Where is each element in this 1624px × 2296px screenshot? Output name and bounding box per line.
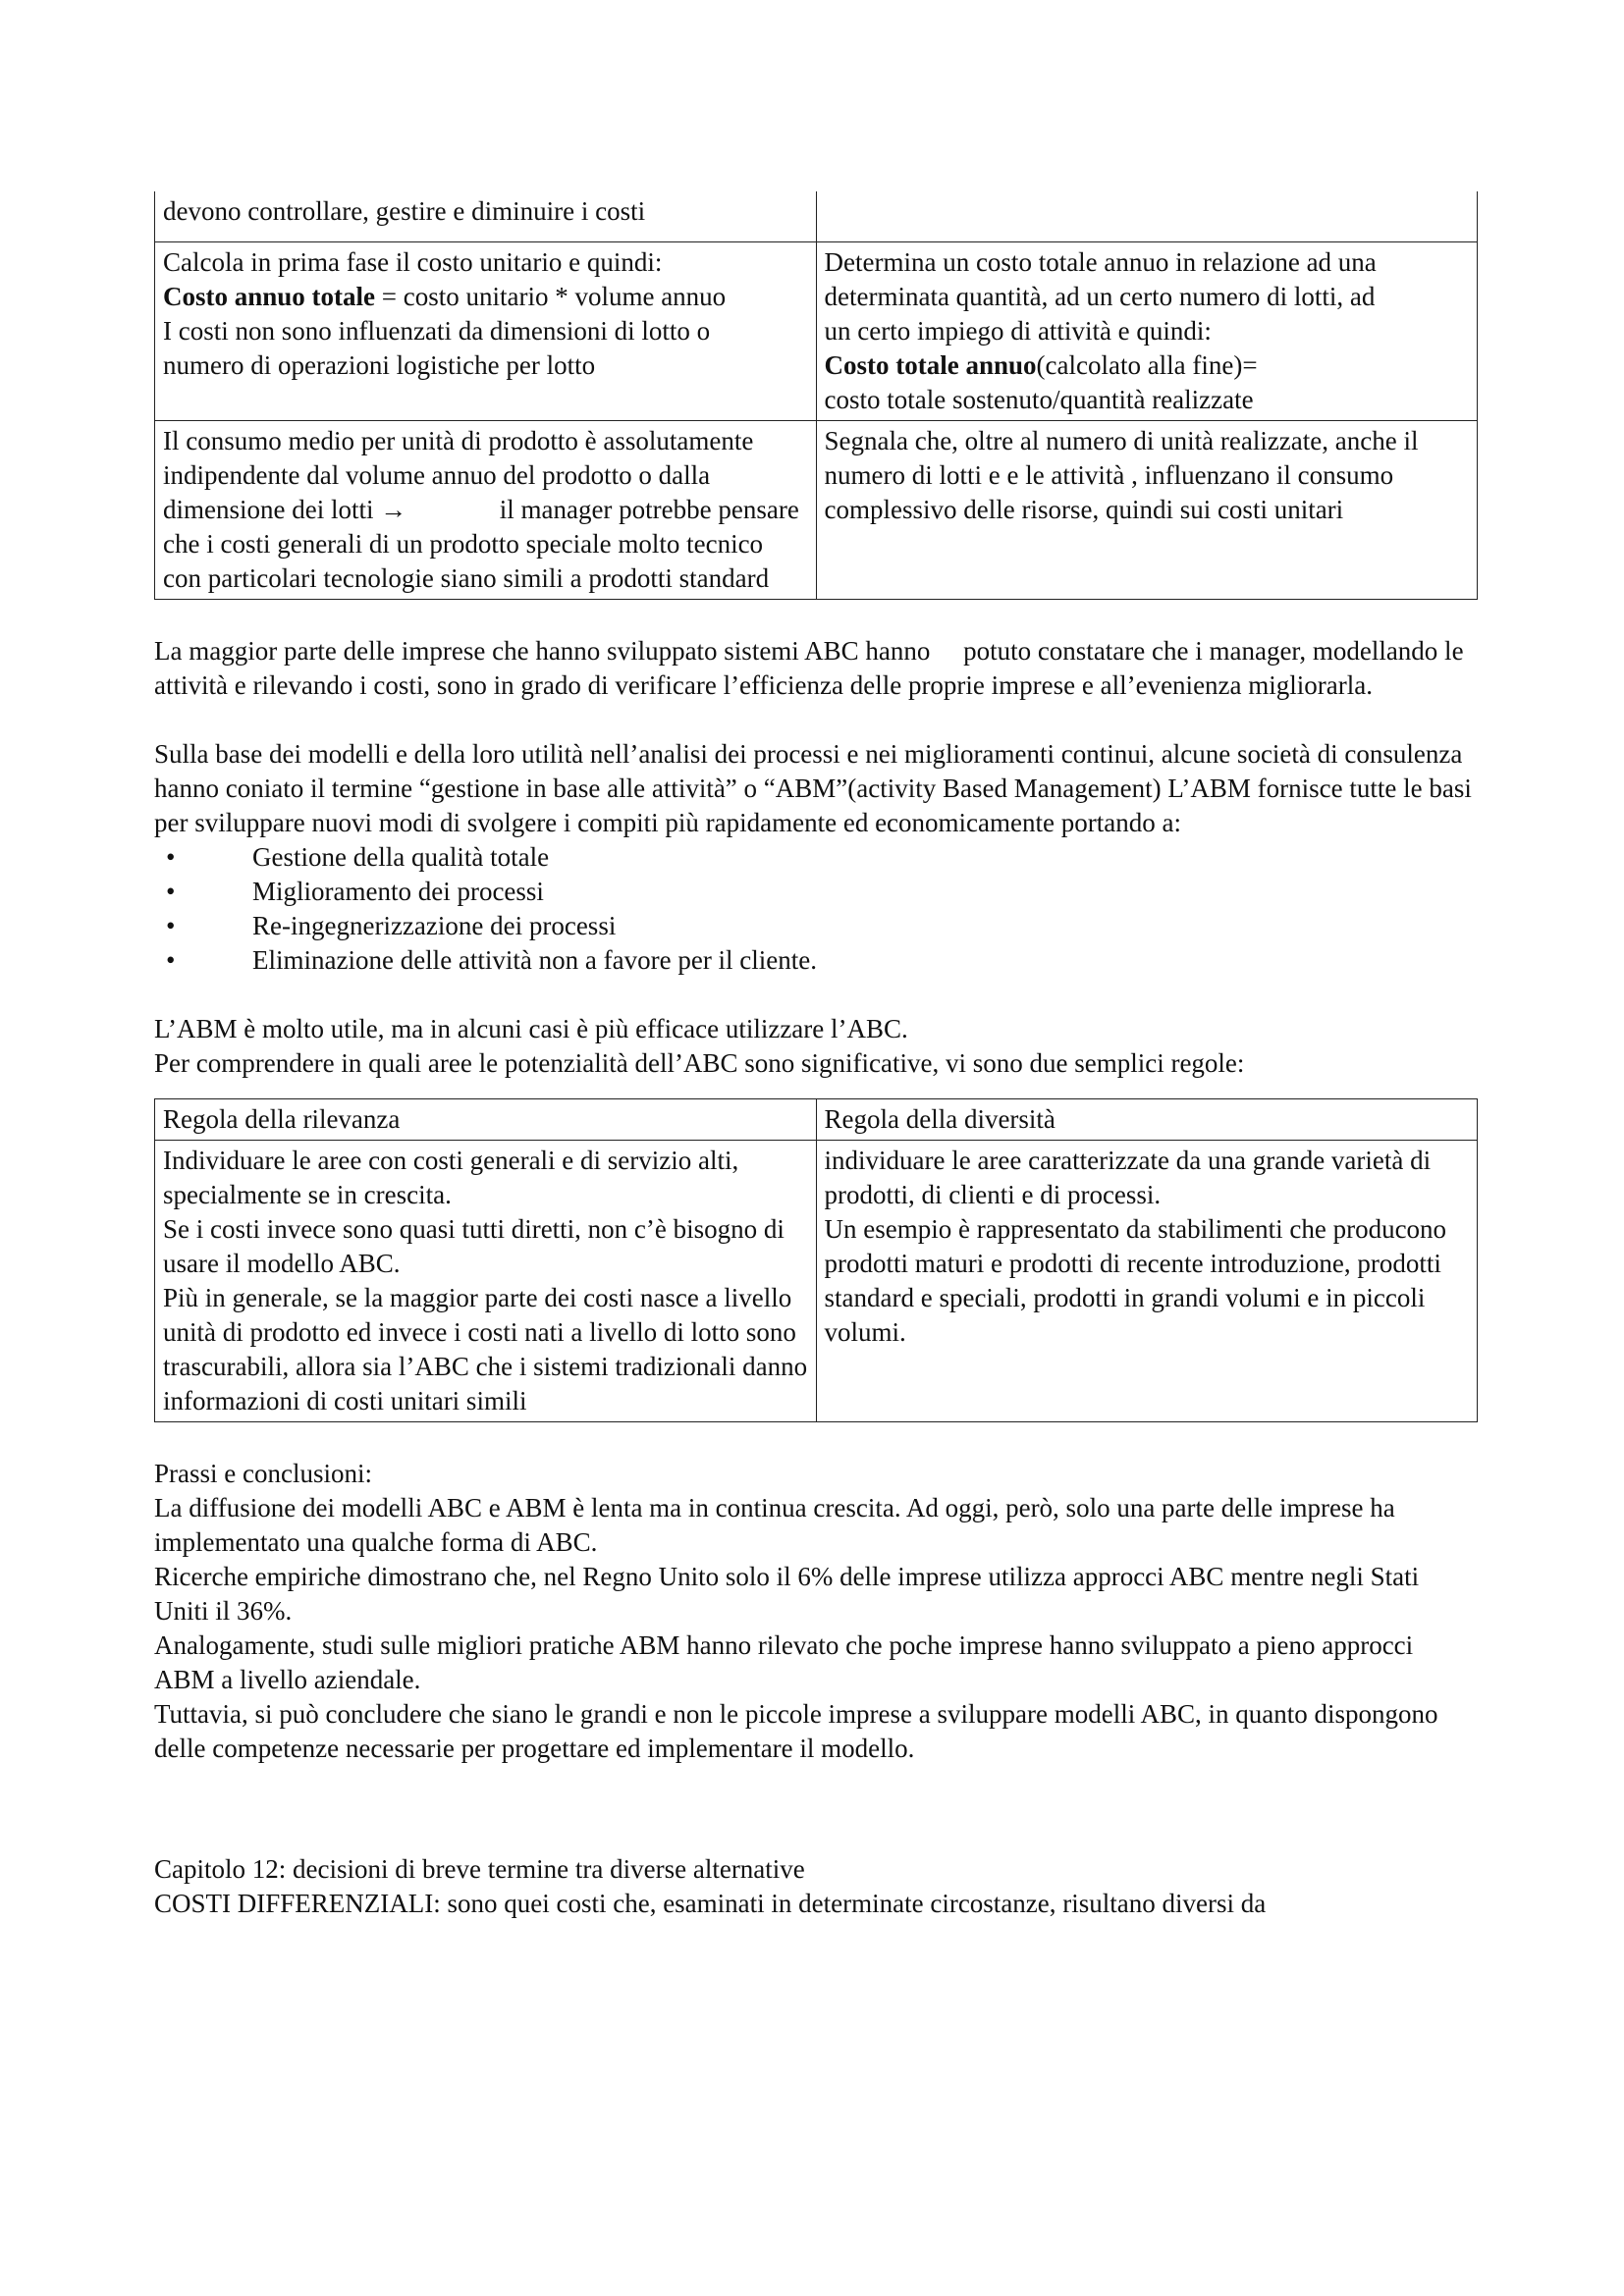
rules-table	[154, 1098, 1478, 1422]
cell-text: Determina un costo totale annuo in relazione ad una	[824, 247, 1377, 277]
cell-text: (calcolato alla fine)=	[1036, 350, 1258, 380]
table-cell-left	[155, 421, 817, 600]
paragraph: La maggior parte delle imprese che hanno sviluppato sistemi ABC hanno potuto constatare che i manager, modellando le attività e rilevando i costi, sono in grado di verificare l’efficienza delle proprie imprese e all’evenienza migliorarla.	[154, 636, 1471, 700]
cell-text: devono controllare, gestire e diminuire i costi	[163, 196, 646, 226]
table-row	[155, 1141, 1478, 1422]
paragraph: Sulla base dei modelli e della loro utilità nell’analisi dei processi e nei miglioramenti continui, alcune società di consulenza hanno coniato il termine “gestione in base alle attività” o “ABM”(activity Based Management) L’ABM fornisce tutte le basi per sviluppare nuovi modi di svolgere i compiti più rapidamente ed economicamente portando a:	[154, 739, 1472, 837]
bold-term: Costo annuo totale	[163, 282, 376, 311]
bullet-icon: •	[166, 911, 176, 940]
bold-term: Costo totale annuo	[824, 350, 1037, 380]
paragraph: Per comprendere in quali aree le potenzialità dell’ABC sono significative, vi sono due semplici regole:	[154, 1048, 1245, 1078]
table-cell-right	[816, 1141, 1478, 1422]
cell-text	[163, 280, 808, 314]
section-title: Prassi e conclusioni:	[154, 1459, 372, 1488]
comparison-table	[154, 191, 1478, 600]
bullet-icon: •	[166, 877, 176, 906]
table-header-left: Regola della rilevanza	[155, 1099, 817, 1141]
cell-text: individuare le aree caratterizzate da una grande varietà di prodotti, di clienti e di processi. Un esempio è rappresentato da stabilimenti che producono prodotti maturi e prodotti di recente introduzione, prodotti standard e speciali, prodotti in grandi volumi e in piccoli volumi.	[824, 1146, 1447, 1347]
chapter-title: Capitolo 12: decisioni di breve termine tra diverse alternative	[154, 1854, 805, 1884]
paragraph: Analogamente, studi sulle migliori pratiche ABM hanno rilevato che poche imprese hanno sviluppato a pieno approcci ABM a livello aziendale.	[154, 1630, 1414, 1694]
table-cell-left	[155, 1141, 817, 1422]
table-row	[155, 242, 1478, 421]
cell-text: un certo impiego di attività e quindi:	[824, 316, 1212, 346]
table-header-row	[155, 1099, 1478, 1141]
table-cell-left	[155, 242, 817, 421]
table-cell-left	[155, 191, 817, 242]
paragraph: La diffusione dei modelli ABC e ABM è lenta ma in continua crescita. Ad oggi, però, solo una parte delle imprese ha implementato una qualche forma di ABC.	[154, 1493, 1395, 1557]
list-item: • Gestione della qualità totale	[154, 840, 1478, 875]
cell-text: = costo unitario * volume annuo	[375, 282, 727, 311]
table-cell-right	[816, 191, 1478, 242]
cell-text: costo totale sostenuto/quantità realizzate	[824, 385, 1254, 414]
table-cell-right	[816, 421, 1478, 600]
cell-text: Il consumo medio per unità di prodotto è assolutamente indipendente dal volume annuo del prodotto o dalla dimensione dei lotti → il manager potrebbe pensare che i costi generali di un prodotto speciale molto tecnico con particolari tecnologie siano simili a prodotti standard	[163, 426, 806, 593]
paragraph: COSTI DIFFERENZIALI: sono quei costi che, esaminati in determinate circostanze, risultano diversi da	[154, 1889, 1267, 1918]
table-header-right: Regola della diversità	[816, 1099, 1478, 1141]
cell-text: determinata quantità, ad un certo numero di lotti, ad	[824, 282, 1376, 311]
cell-text: I costi non sono influenzati da dimensioni di lotto o	[163, 316, 711, 346]
table-row	[155, 191, 1478, 242]
cell-text: Segnala che, oltre al numero di unità realizzate, anche il numero di lotti e e le attività , influenzano il consumo complessivo delle risorse, quindi sui costi unitari	[824, 426, 1419, 524]
cell-text	[825, 348, 1470, 383]
paragraph: L’ABM è molto utile, ma in alcuni casi è più efficace utilizzare l’ABC.	[154, 1014, 908, 1043]
document-page	[154, 191, 1478, 1921]
table-row	[155, 421, 1478, 600]
bullet-icon: •	[166, 842, 176, 872]
list-item: • Miglioramento dei processi	[154, 875, 1478, 909]
paragraph: Ricerche empiriche dimostrano che, nel Regno Unito solo il 6% delle imprese utilizza approcci ABC mentre negli Stati Uniti il 36%.	[154, 1562, 1420, 1626]
paragraph: Tuttavia, si può concludere che siano le grandi e non le piccole imprese a sviluppare modelli ABC, in quanto dispongono delle competenze necessarie per progettare ed implementare il modello.	[154, 1699, 1438, 1763]
table-cell-right	[816, 242, 1478, 421]
cell-text: Calcola in prima fase il costo unitario e quindi:	[163, 247, 663, 277]
bullet-list	[154, 840, 1478, 978]
list-item: • Eliminazione delle attività non a favore per il cliente.	[154, 943, 1478, 978]
list-item: • Re-ingegnerizzazione dei processi	[154, 909, 1478, 943]
bullet-icon: •	[166, 945, 176, 975]
cell-text: Individuare le aree con costi generali e di servizio alti, specialmente se in crescita. Se i costi invece sono quasi tutti diretti, non c’è bisogno di usare il modello ABC. Più in generale, se la maggior parte dei costi nasce a livello unità di prodotto ed invece i costi nati a livello di lotto sono trascurabili, allora sia l’ABC che i sistemi tradizionali danno informazioni di costi unitari simili	[163, 1146, 808, 1415]
cell-text: numero di operazioni logistiche per lotto	[163, 350, 596, 380]
